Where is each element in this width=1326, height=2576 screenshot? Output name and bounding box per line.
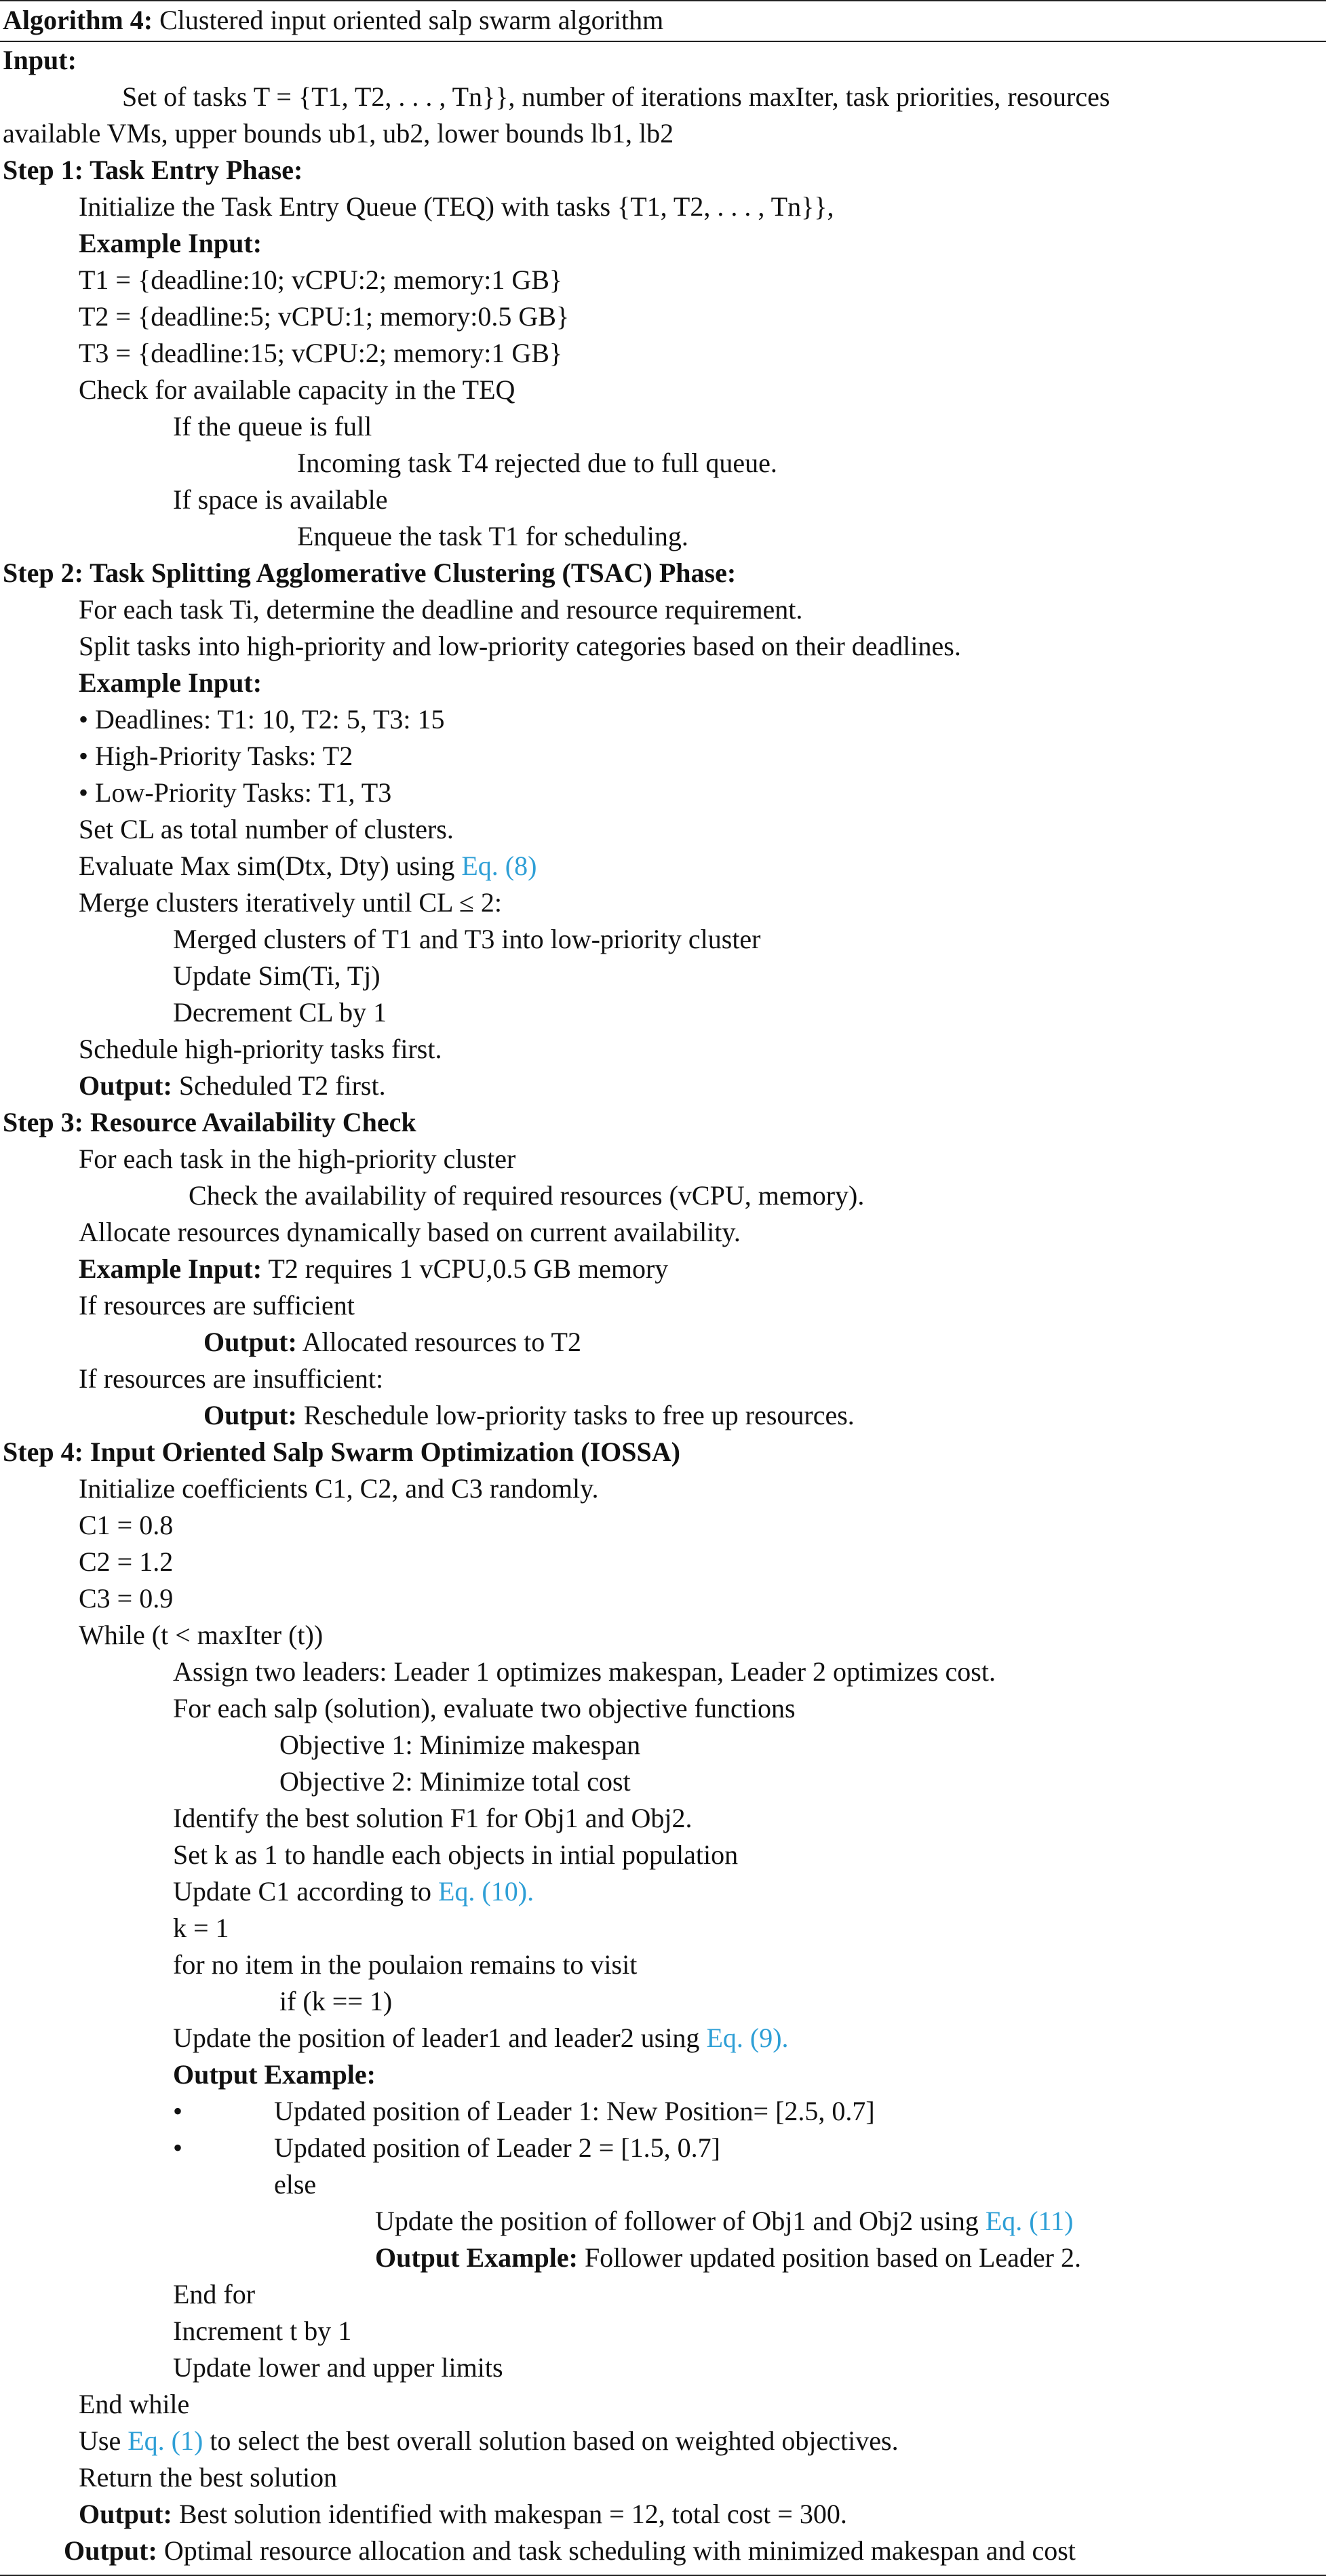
step4-c1: C1 = 0.8 xyxy=(79,1510,174,1540)
step4-return: Return the best solution xyxy=(79,2462,338,2493)
step1-rejected: Incoming task T4 rejected due to full queue. xyxy=(297,448,777,478)
step4-if-k: if (k == 1) xyxy=(279,1986,393,2016)
step1-enqueue: Enqueue the task T1 for scheduling. xyxy=(297,521,688,551)
step3-output-sufficient: Output: Allocated resources to T2 xyxy=(203,1327,581,1357)
step4-use-eq1: Use Eq. (1) to select the best overall solution based on weighted objectives. xyxy=(79,2425,899,2456)
step3-check: Check the availability of required resources (vCPU, memory). xyxy=(189,1180,865,1211)
step2-update-sim: Update Sim(Ti, Tj) xyxy=(173,960,381,991)
step2-heading: Step 2: Task Splitting Agglomerative Clustering (TSAC) Phase: xyxy=(3,558,737,588)
input-line-2: available VMs, upper bounds ub1, ub2, lower bounds lb1, lb2 xyxy=(3,118,674,149)
step4-assign: Assign two leaders: Leader 1 optimizes makespan, Leader 2 optimizes cost. xyxy=(173,1656,996,1687)
step4-objective-1: Objective 1: Minimize makespan xyxy=(279,1730,641,1760)
step3-if-insufficient: If resources are insufficient: xyxy=(79,1363,384,1394)
step4-k-equals: k = 1 xyxy=(173,1913,229,1943)
step2-for-each: For each task Ti, determine the deadline and resource requirement. xyxy=(79,594,803,625)
step4-bullet-2-text: Updated position of Leader 2 = [1.5, 0.7] xyxy=(274,2132,720,2163)
step4-for-each-salp: For each salp (solution), evaluate two objective functions xyxy=(173,1693,796,1723)
bullet-icon: • xyxy=(173,2096,183,2126)
step2-decrement: Decrement CL by 1 xyxy=(173,997,387,1028)
step2-bullet-deadlines: • Deadlines: T1: 10, T2: 5, T3: 15 xyxy=(79,704,445,735)
step4-bullet-2 xyxy=(173,2130,182,2166)
step4-init-coeff: Initialize coefficients C1, C2, and C3 randomly. xyxy=(79,1473,599,1504)
input-line-1: Set of tasks T = {T1, T2, . . . , Tn}}, number of iterations maxIter, task priorities, resources xyxy=(122,81,1110,112)
step4-bullet-1 xyxy=(173,2093,182,2130)
step4-update-leader: Update the position of leader1 and leader2 using Eq. (9). xyxy=(173,2023,789,2053)
bullet-icon: • xyxy=(173,2132,183,2163)
step3-output-insufficient: Output: Reschedule low-priority tasks to free up resources. xyxy=(203,1400,855,1430)
step1-init: Initialize the Task Entry Queue (TEQ) with tasks {T1, T2, . . . , Tn}}, xyxy=(79,191,834,222)
step2-bullet-low: • Low-Priority Tasks: T1, T3 xyxy=(79,777,392,808)
step4-output-example-label: Output Example: xyxy=(173,2059,376,2090)
step2-schedule: Schedule high-priority tasks first. xyxy=(79,1034,442,1064)
step1-example-label: Example Input: xyxy=(79,228,262,258)
eq8-link[interactable]: Eq. (8) xyxy=(461,851,537,881)
step2-set-cl: Set CL as total number of clusters. xyxy=(79,814,454,844)
step1-task-t2: T2 = {deadline:5; vCPU:1; memory:0.5 GB} xyxy=(79,301,570,332)
step4-output: Output: Best solution identified with makespan = 12, total cost = 300. xyxy=(79,2499,847,2529)
step4-update-c1: Update C1 according to Eq. (10). xyxy=(173,1876,534,1907)
step4-heading: Step 4: Input Oriented Salp Swarm Optimization (IOSSA) xyxy=(3,1437,680,1467)
eq9-link[interactable]: Eq. (9). xyxy=(706,2023,789,2053)
step1-if-space: If space is available xyxy=(173,484,388,515)
step2-merge: Merge clusters iteratively until CL ≤ 2: xyxy=(79,887,503,918)
step2-split: Split tasks into high-priority and low-priority categories based on their deadlines. xyxy=(79,631,961,661)
header-rule xyxy=(0,41,1326,42)
step2-example-label: Example Input: xyxy=(79,667,262,698)
step4-update-limits: Update lower and upper limits xyxy=(173,2352,503,2383)
eq10-link[interactable]: Eq. (10). xyxy=(438,1876,534,1907)
step4-c3: C3 = 0.9 xyxy=(79,1583,174,1614)
bullet-icon: • xyxy=(79,741,96,771)
step2-merged: Merged clusters of T1 and T3 into low-priority cluster xyxy=(173,924,761,954)
step4-while: While (t < maxIter (t)) xyxy=(79,1620,324,1650)
step4-end-for: End for xyxy=(173,2279,256,2309)
step3-allocate: Allocate resources dynamically based on current availability. xyxy=(79,1217,741,1247)
step2-output: Output: Scheduled T2 first. xyxy=(79,1070,386,1101)
eq1-link[interactable]: Eq. (1) xyxy=(128,2425,203,2456)
step1-task-t1: T1 = {deadline:10; vCPU:2; memory:1 GB} xyxy=(79,265,563,295)
final-output: Output: Optimal resource allocation and task scheduling with minimized makespan and cost xyxy=(64,2535,1076,2566)
step3-example: Example Input: T2 requires 1 vCPU,0.5 GB memory xyxy=(79,1253,669,1284)
step1-task-t3: T3 = {deadline:15; vCPU:2; memory:1 GB} xyxy=(79,338,563,368)
bullet-icon: • xyxy=(79,704,96,735)
step2-bullet-high: • High-Priority Tasks: T2 xyxy=(79,741,353,771)
step4-objective-2: Objective 2: Minimize total cost xyxy=(279,1766,631,1797)
step2-evaluate: Evaluate Max sim(Dtx, Dty) using Eq. (8) xyxy=(79,851,537,881)
eq11-link[interactable]: Eq. (11) xyxy=(985,2206,1074,2236)
step3-if-sufficient: If resources are sufficient xyxy=(79,1290,355,1321)
top-rule xyxy=(0,0,1326,1)
step4-else: else xyxy=(274,2169,317,2200)
step4-c2: C2 = 1.2 xyxy=(79,1546,174,1577)
bullet-icon: • xyxy=(79,777,96,808)
algorithm-title: Algorithm 4: Clustered input oriented salp swarm algorithm xyxy=(3,5,664,35)
step4-increment: Increment t by 1 xyxy=(173,2316,352,2346)
input-label: Input: xyxy=(3,45,77,75)
step4-set-k: Set k as 1 to handle each objects in intial population xyxy=(173,1839,739,1870)
step3-heading: Step 3: Resource Availability Check xyxy=(3,1107,416,1137)
step1-check: Check for available capacity in the TEQ xyxy=(79,374,515,405)
step3-for-each: For each task in the high-priority cluster xyxy=(79,1144,516,1174)
step4-follower-output: Output Example: Follower updated position based on Leader 2. xyxy=(375,2242,1081,2273)
step1-if-full: If the queue is full xyxy=(173,411,372,442)
step4-end-while: End while xyxy=(79,2389,190,2419)
step4-update-follower: Update the position of follower of Obj1 and Obj2 using Eq. (11) xyxy=(375,2206,1074,2236)
step1-heading: Step 1: Task Entry Phase: xyxy=(3,155,303,185)
step4-for-no-item: for no item in the poulaion remains to visit xyxy=(173,1949,638,1980)
step4-identify: Identify the best solution F1 for Obj1 and Obj2. xyxy=(173,1803,693,1833)
step4-bullet-1-text: Updated position of Leader 1: New Position= [2.5, 0.7] xyxy=(274,2096,875,2126)
